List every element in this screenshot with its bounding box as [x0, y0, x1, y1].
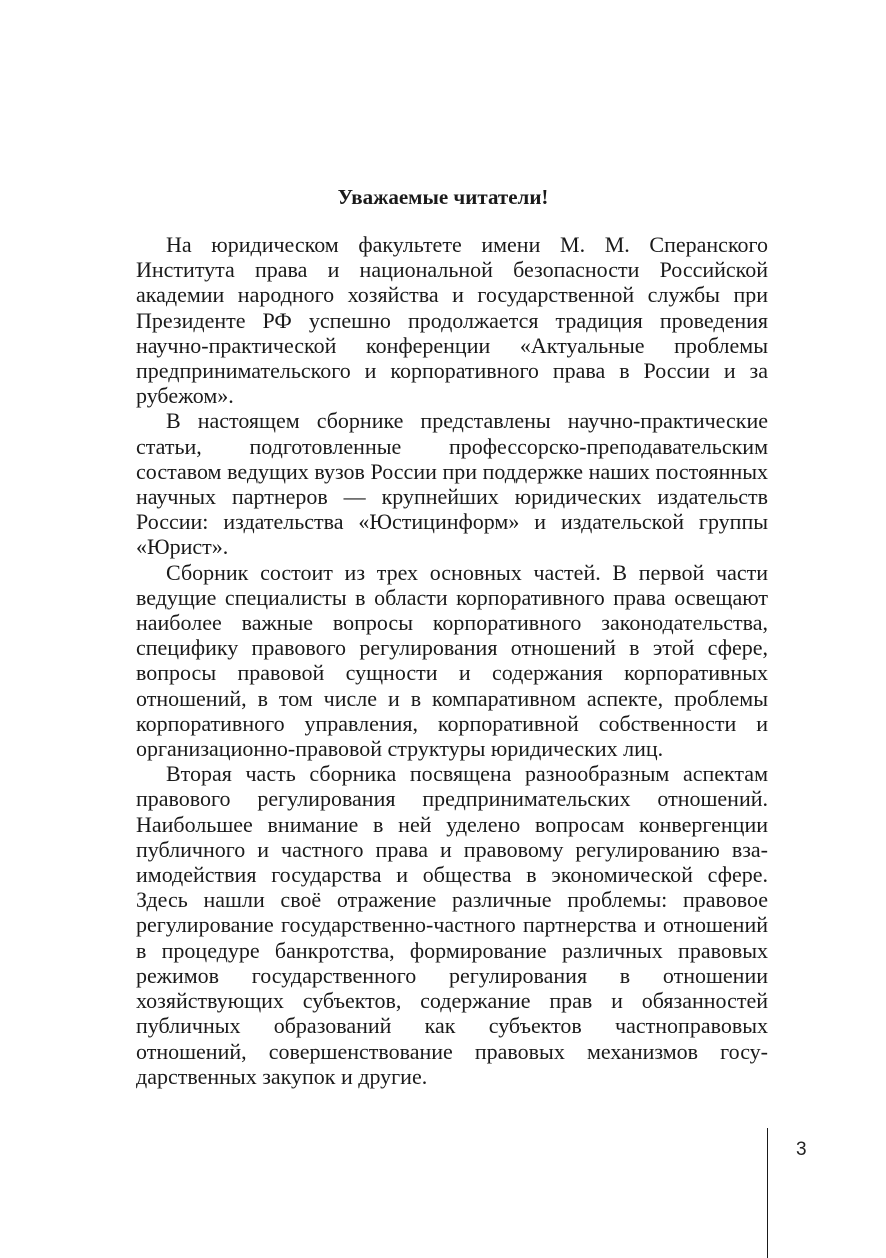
body-text [136, 232, 768, 1089]
paragraph-part-one: Сборник состоит из трех основных частей. В первой части ведущие специалисты в области корпоративного права освещают наиболее важные вопросы корпоративного законодательства, специфику правового регулирования отношений в этой сфере, вопросы правовой сущности и содержания корпоративных отношений, в том числе и в компаративном аспекте, проблемы корпоративного управления, корпоративной собственности и организационно-правовой структуры юридических лиц. [136, 559, 768, 762]
page-number: 3 [796, 1139, 807, 1160]
page-title: Уважаемые читатели! [337, 185, 549, 209]
paragraph-part-two: Вторая часть сборника посвящена разнообразным аспектам правового регулирования предпринимательских отношений. Наибольшее внимание в ней уделено вопросам конвергенции публичного и частного права и правовому регулированию взаимодействия государства и общества в экономической сфере. Здесь нашли своё отражение различные проблемы: правовое регулирование государственно-частного партнерства и отношений в процедуре банкротства, формирование различных правовых режимов государственного регулирования в отношении хозяйствующих субъектов, содержание прав и обязанностей публичных образований как субъектов частноправовых отношений, совершенствование правовых механизмов государственных закупок и другие. [136, 761, 768, 1089]
margin-rule [767, 1128, 768, 1258]
paragraph-intro: На юридическом факультете имени М. М. Сперанского Института права и национальной безопасности Российской академии народного хозяйства и государственной службы при Президенте РФ успешно продолжается традиция проведения научно-практической конференции «Актуальные проблемы предпринимательского и корпоративного права в России и за рубежом». [136, 232, 768, 409]
paragraph-collection: В настоящем сборнике представлены научно-практические статьи, подготовленные профессорско-преподавательским составом ведущих вузов России при поддержке наших постоянных научных партнеров — крупнейших юридических издательств России: издательства «Юстицинформ» и издательской группы «Юрист». [136, 408, 768, 560]
